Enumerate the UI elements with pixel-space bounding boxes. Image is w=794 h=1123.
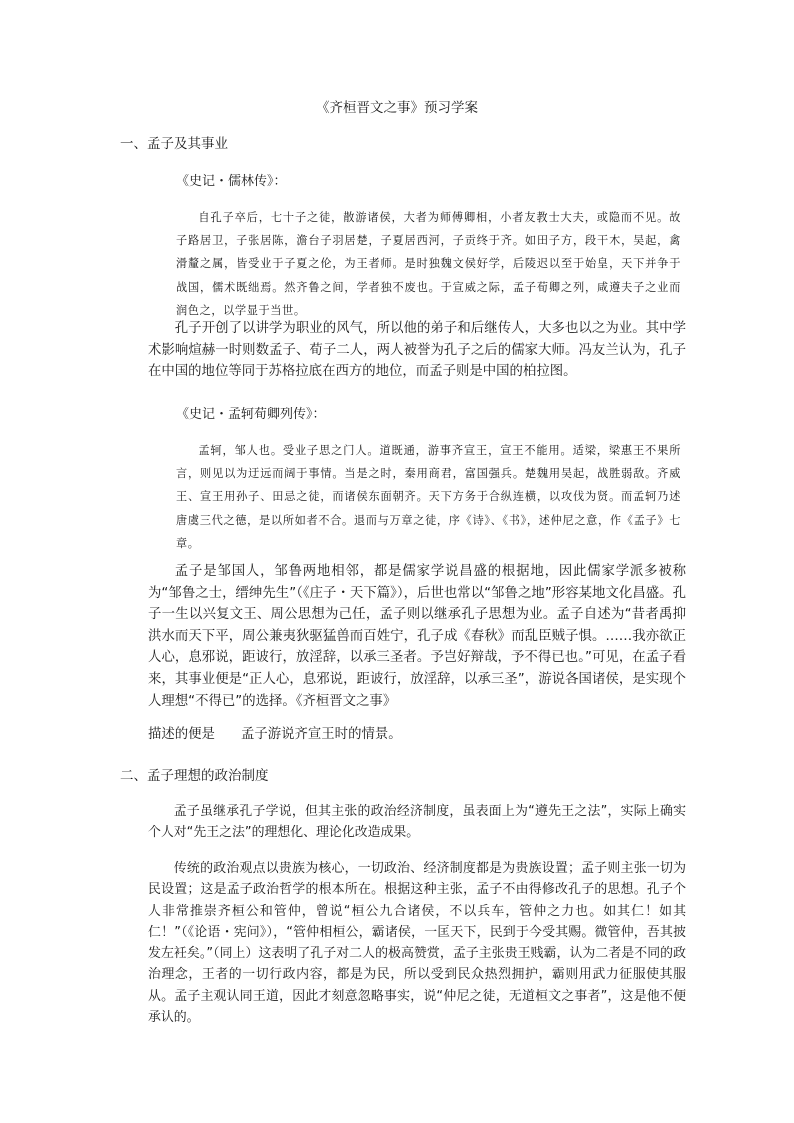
body-line-fill [148, 726, 402, 744]
page-title: 《齐桓晋文之事》预习学案 [316, 100, 478, 116]
section-heading-2: 二、孟子理想的政治制度 [120, 768, 269, 784]
body-paragraph-2: 孟子是邹国人，邹鲁两地相邻，都是儒家学说昌盛的根据地，因此儒家学派多被称为“邹鲁之士，缙绅先生”（《庄子・天下篇》），后世也常以“邹鲁之地”形容某地文化昌盛。孔子一生以兴复文王、周公思想为己任，孟子则以继承孔子思想为业。孟子自述为“昔者禹抑洪水而天下平，周公兼夷狄驱猛兽而百姓宁，孔子成《春秋》而乱臣贼子惧。……我亦欲正人心，息邪说，距诐行，放淫辞，以承三圣者。予岂好辩哉，予不得已也。”可见，在孟子看来，其事业便是“正人心，息邪说，距诐行，放淫辞，以承三圣”，游说各国诸侯，是实现个人理想“不得已”的选择。《齐桓晋文之事》 [148, 564, 686, 709]
source-citation-2: 《史记・孟轲荀卿列传》： [176, 407, 326, 422]
body-paragraph-1: 孔子开创了以讲学为职业的风气，所以他的弟子和后继传人，大多也以之为业。其中学术影响煊赫一时则数孟子、荀子二人，两人被誉为孔子之后的儒家大师。冯友兰认为，孔子在中国的地位等同于苏格拉底在西方的地位，而孟子则是中国的柏拉图。 [148, 321, 686, 380]
section-heading-1: 一、孟子及其事业 [120, 136, 228, 152]
source-citation-1: 《史记・儒林传》： [176, 174, 287, 189]
line-part-b: 孟子游说齐宣王时的情景。 [240, 727, 402, 742]
classical-quote-2: 孟轲，邹人也。受业子思之门人。道既通，游事齐宣王，宣王不能用。适梁，梁惠王不果所言，则见以为迂远而阔于事情。当是之时，秦用商君，富国强兵。楚魏用吴起，战胜弱敌。齐威王、宣王用孙子、田忌之徒，而诸侯东面朝齐。天下方务于合纵连横，以攻伐为贤。而孟轲乃述唐虞三代之德，是以所如者不合。退而与万章之徒，序《诗》、《书》，述仲尼之意，作《孟子》七章。 [176, 444, 681, 550]
line-part-a: 描述的便是 [148, 727, 215, 742]
body-paragraph-3: 孟子虽继承孔子学说，但其主张的政治经济制度，虽表面上为“遵先王之法”，实际上确实个人对“先王之法”的理想化、理论化改造成果。 [148, 804, 686, 841]
classical-quote-1: 自孔子卒后，七十子之徒，散游诸侯，大者为师傅卿相，小者友教士大夫，或隐而不见。故子路居卫，子张居陈，澹台子羽居楚，子夏居西河，子贡终于齐。如田子方，段干木，吴起，禽滑釐之属，皆受业于子夏之伦，为王者师。是时独魏文侯好学，后陵迟以至于始皇，天下并争于战国，儒术既绌焉。然齐鲁之间，学者独不废也。于宣威之际，孟子荀卿之列，咸遵夫子之业而润色之，以学显于当世。 [176, 211, 681, 317]
body-paragraph-4: 传统的政治观点以贵族为核心，一切政治、经济制度都是为贵族设置；孟子则主张一切为民设置；这是孟子政治哲学的根本所在。根据这种主张，孟子不由得修改孔子的思想。孔子个人非常推崇齐桓公和管仲，曾说“桓公九合诸侯，不以兵车，管仲之力也。如其仁！如其仁！”（《论语・宪问》），“管仲相桓公，霸诸侯，一匡天下，民到于今受其赐。微管仲，吾其披发左衽矣。”（同上）这表明了孔子对二人的极高赞赏，孟子主张贵王贱霸，认为二者是不同的政治理念，王者的一切行政内容，都是为民，所以受到民众热烈拥护，霸则用武力征服使其服从。孟子主观认同王道，因此才刻意忽略事实，说“仲尼之徒，无道桓文之事者”，这是他不便承认的。 [148, 861, 686, 1026]
